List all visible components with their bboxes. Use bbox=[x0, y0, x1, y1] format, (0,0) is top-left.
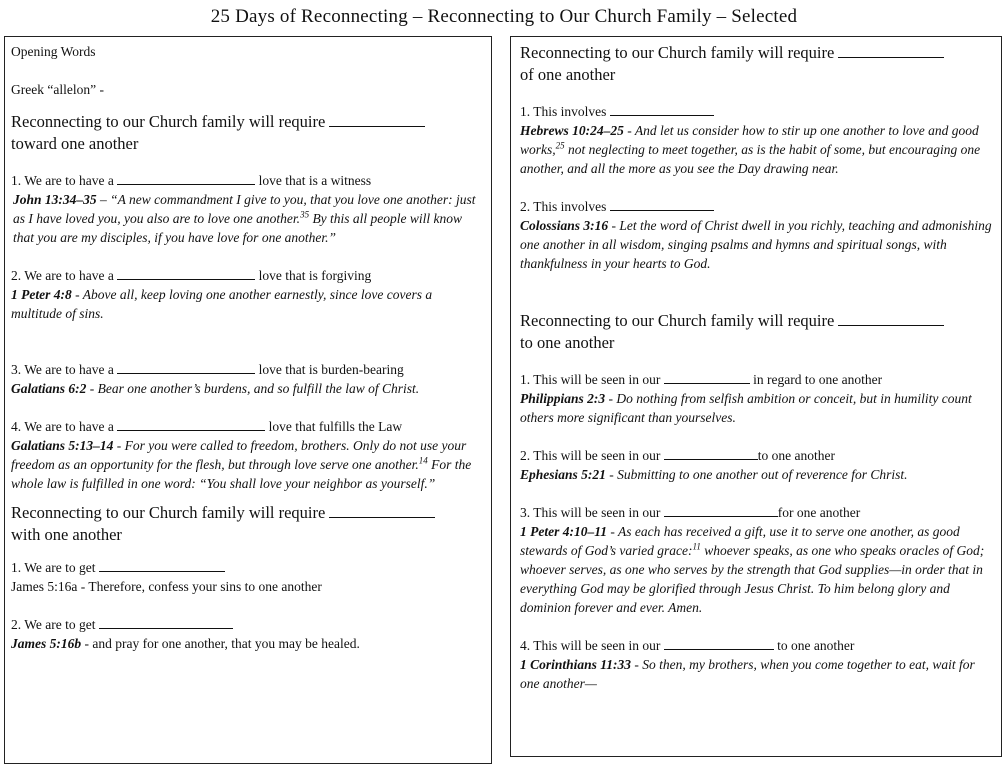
fill-blank bbox=[117, 417, 265, 431]
point-witness: 1. We are to have a love that is a witness John 13:34–35 – “A new commandment I give to you, that you love one another: just as I have loved you, you also are to love one another.$^{35}$ By this all people will know that you are my disciples, if you have love for one another.” bbox=[11, 173, 476, 245]
point-fulfills-law: 4. We are to have a love that fulfills the Law Galatians 5:13–14 - For you were called to freedom, brothers. Only do not use your freedom as an opportunity for the flesh, but through love serve one another.$^{14}$ For the whole law is fulfilled in one word: “You shall love your neighbor as yourself.” bbox=[11, 419, 472, 491]
fill-blank bbox=[664, 503, 778, 517]
right-panel bbox=[510, 36, 1002, 757]
verse-ref: 1 Corinthians 11:33 bbox=[520, 657, 632, 672]
fill-blank bbox=[329, 504, 435, 518]
verse-ref: Galatians 6:2 bbox=[11, 381, 87, 396]
section-heading-toward: Reconnecting to our Church family will require toward one another bbox=[11, 111, 485, 155]
greek-word: Greek “allelon” - bbox=[11, 82, 104, 97]
verse-ref: Philippians 2:3 bbox=[520, 391, 606, 406]
section-heading-of: Reconnecting to our Church family will require of one another bbox=[520, 42, 995, 86]
fill-blank bbox=[99, 558, 225, 572]
point-seen-submit: 2. This will be seen in our to one another Ephesians 5:21 - Submitting to one another out of reverence for Christ. bbox=[520, 448, 908, 482]
fill-blank bbox=[117, 360, 255, 374]
point-involves-stir-up: 1. This involves Hebrews 10:24–25 - And let us consider how to stir up one another to love and good works,$^{25}$ not neglecting to meet together, as is the habit of some, but encouraging one another, and all the more as you see the Day drawing near. bbox=[520, 104, 981, 176]
verse-ref: Ephesians 5:21 bbox=[520, 467, 606, 482]
section-heading-with: Reconnecting to our Church family will require with one another bbox=[11, 502, 485, 546]
point-get-pray: 2. We are to get James 5:16b - and pray for one another, that you may be healed. bbox=[11, 617, 360, 651]
fill-blank bbox=[664, 636, 774, 650]
verse-ref: Galatians 5:13–14 bbox=[11, 438, 114, 453]
fill-blank bbox=[117, 171, 255, 185]
verse-ref: James 5:16b bbox=[11, 636, 82, 651]
verse-ref: 1 Peter 4:10–11 bbox=[520, 524, 607, 539]
point-seen-serve: 3. This will be seen in our for one another 1 Peter 4:10–11 - As each has received a gift, use it to serve one another, as good stewards of God’s varied grace:$^{11}$ whoever speaks, as one who speaks oracles of God; whoever serves, as one who serves by the strength that God supplies—in order that in everything God may be glorified through Jesus Christ. To him belong glory and dominion forever and ever. Amen. bbox=[520, 505, 985, 615]
fill-blank bbox=[664, 370, 750, 384]
fill-blank bbox=[664, 446, 758, 460]
point-involves-admonish: 2. This involves Colossians 3:16 - Let the word of Christ dwell in you richly, teaching and admonishing one another in all wisdom, singing psalms and hymns and spiritual songs, with thankfulness in your hearts to God. bbox=[520, 199, 992, 271]
verse-ref: Hebrews 10:24–25 bbox=[520, 123, 624, 138]
opening-words: Opening Words bbox=[11, 44, 96, 59]
fill-blank bbox=[99, 615, 233, 629]
fill-blank bbox=[838, 312, 944, 326]
fill-blank bbox=[838, 44, 944, 58]
verse-ref: 1 Peter 4:8 bbox=[11, 287, 72, 302]
fill-blank bbox=[329, 113, 425, 127]
point-forgiving: 2. We are to have a love that is forgiving 1 Peter 4:8 - Above all, keep loving one another earnestly, since love covers a multitude of sins. bbox=[11, 268, 433, 321]
verse-ref: Colossians 3:16 bbox=[520, 218, 609, 233]
point-burden-bearing: 3. We are to have a love that is burden-bearing Galatians 6:2 - Bear one another’s burdens, and so fulfill the law of Christ. bbox=[11, 362, 420, 396]
fill-blank bbox=[117, 266, 255, 280]
point-seen-regard: 1. This will be seen in our in regard to one another Philippians 2:3 - Do nothing from selfish ambition or conceit, but in humility count others more significant than yourselves. bbox=[520, 372, 972, 425]
verse-ref: John 13:34–35 bbox=[13, 192, 97, 207]
point-get-confess: 1. We are to get James 5:16a - Therefore, confess your sins to one another bbox=[11, 560, 322, 594]
point-seen-wait: 4. This will be seen in our to one another 1 Corinthians 11:33 - So then, my brothers, when you come together to eat, wait for one another— bbox=[520, 638, 975, 691]
section-heading-to: Reconnecting to our Church family will require to one another bbox=[520, 310, 995, 354]
fill-blank bbox=[610, 102, 714, 116]
left-panel bbox=[4, 36, 492, 764]
page-title: 25 Days of Reconnecting – Reconnecting to Our Church Family – Selected bbox=[210, 6, 798, 27]
fill-blank bbox=[610, 197, 714, 211]
